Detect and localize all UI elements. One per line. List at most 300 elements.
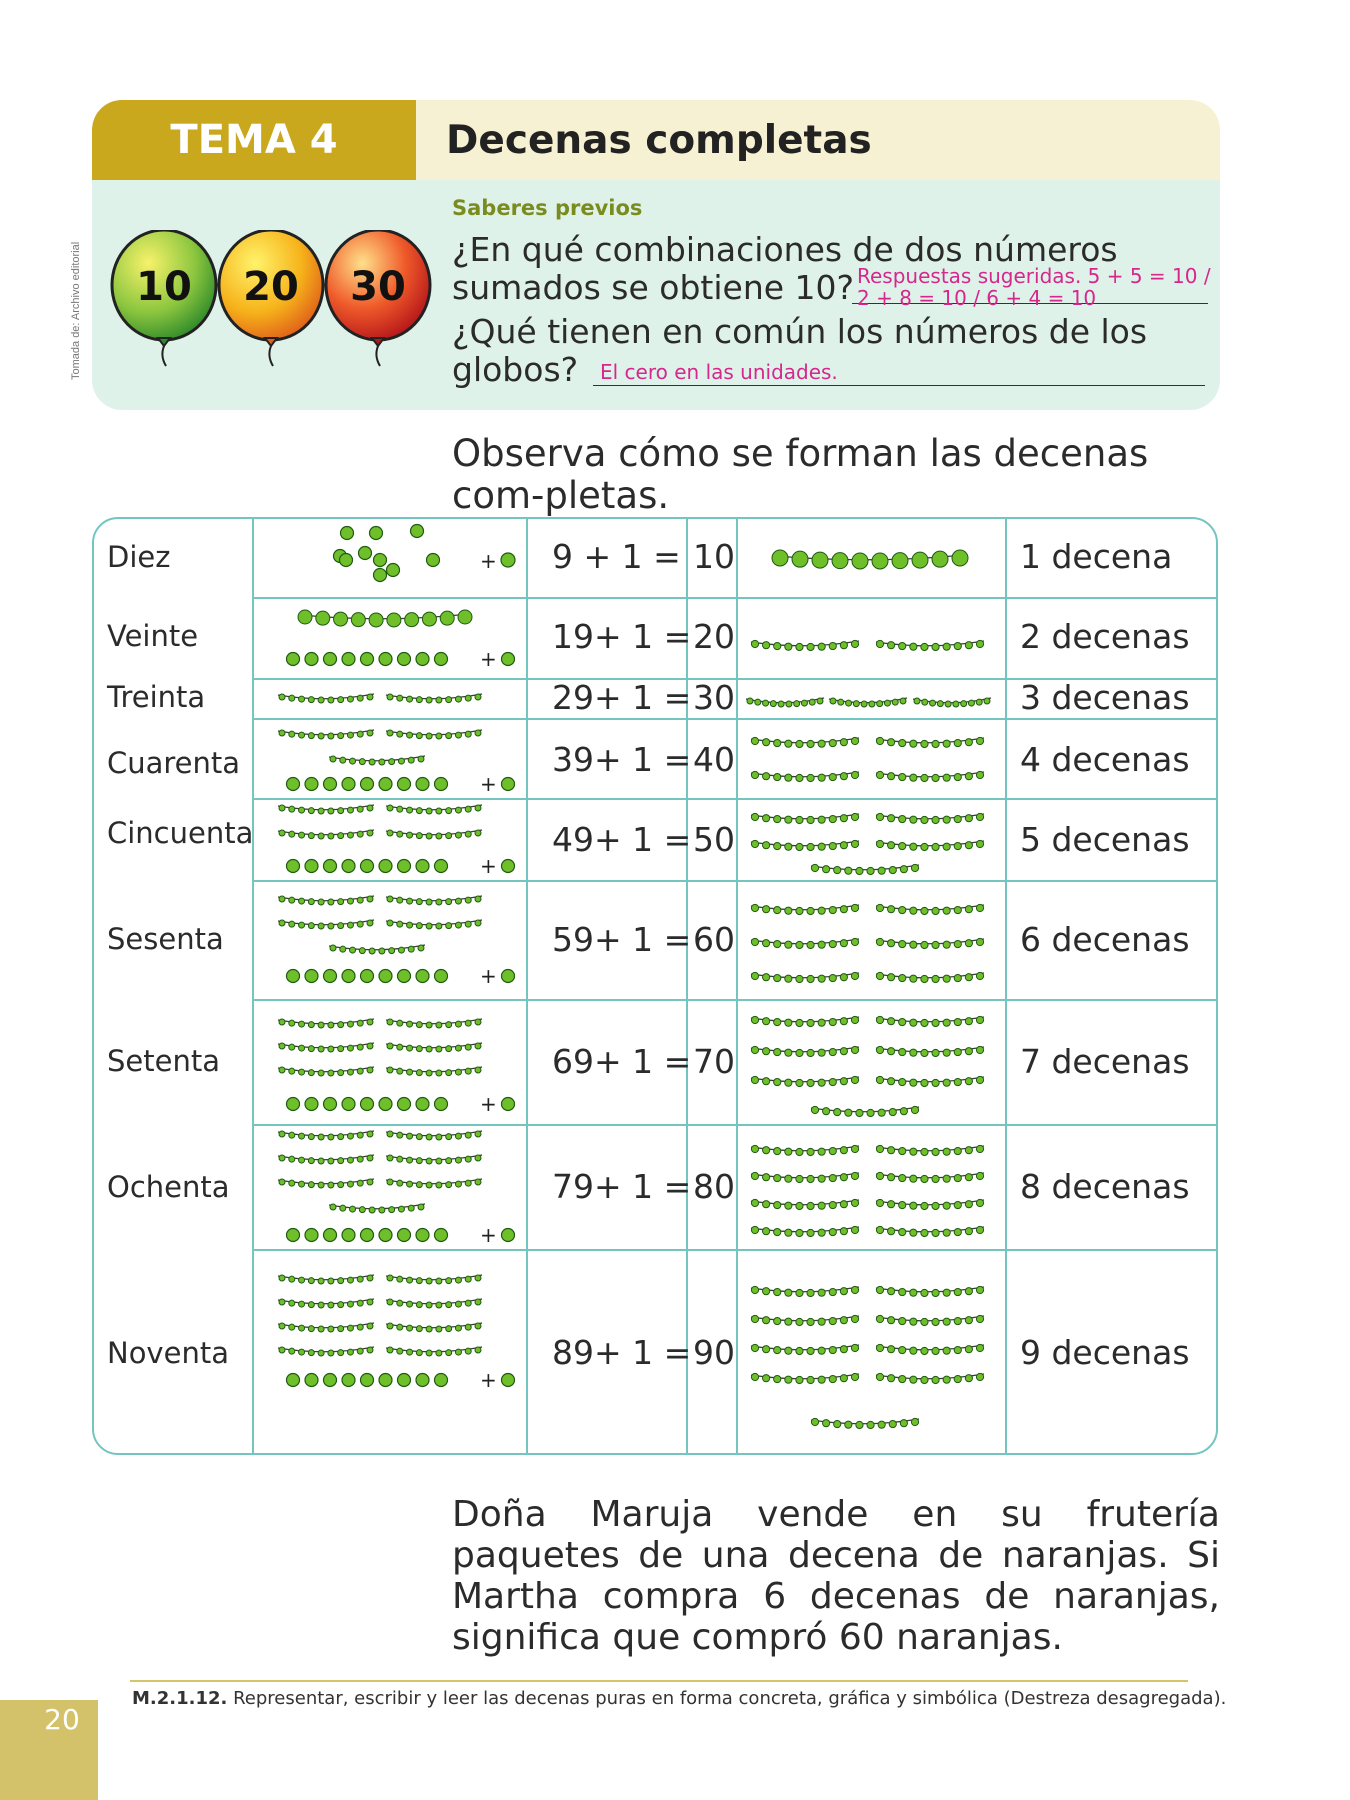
ten-bead-string — [751, 1286, 859, 1296]
row-equation: 49+ 1 = — [552, 820, 692, 859]
bead — [328, 733, 334, 739]
bead — [416, 860, 429, 873]
bead — [763, 1375, 770, 1382]
bead — [455, 898, 461, 904]
extra-bead — [502, 778, 515, 791]
bead — [823, 1108, 830, 1115]
bead — [899, 1375, 906, 1382]
bead — [818, 1376, 825, 1383]
bead — [416, 808, 422, 814]
bead — [475, 830, 481, 836]
row-name-ochenta: Ochenta — [107, 1170, 230, 1204]
answer-1-line-1: Respuestas sugeridas. 5 + 5 = 10 / — [857, 264, 1211, 288]
bead — [899, 906, 906, 913]
bead — [807, 1376, 814, 1383]
bead — [943, 1049, 950, 1056]
bead — [943, 643, 950, 650]
bead — [921, 1376, 928, 1383]
ten-bead-string — [876, 904, 984, 914]
bead — [818, 1019, 825, 1026]
bead — [289, 1348, 295, 1354]
bead — [965, 1078, 972, 1085]
bead — [299, 1325, 305, 1331]
page-number: 20 — [44, 1703, 80, 1736]
bead — [455, 1325, 461, 1331]
bead — [318, 733, 324, 739]
bead — [426, 833, 432, 839]
ten-bead-string — [876, 1172, 984, 1182]
bead — [387, 1299, 393, 1305]
bead — [876, 771, 883, 778]
bead — [976, 1286, 983, 1293]
bead — [397, 1044, 403, 1050]
bead — [318, 1350, 324, 1356]
bead — [965, 1048, 972, 1055]
bead — [954, 1018, 961, 1025]
bead — [829, 1018, 836, 1025]
ten-bead-string — [913, 698, 991, 707]
ten-bead-string — [278, 1043, 374, 1052]
bead — [751, 1344, 758, 1351]
bead — [324, 860, 337, 873]
bead — [785, 1148, 792, 1155]
ten-bead-string — [386, 1067, 482, 1076]
bead — [976, 1315, 983, 1322]
bead — [900, 866, 907, 873]
ten-bead-string — [751, 1199, 859, 1209]
bead — [279, 896, 285, 902]
bead — [475, 805, 481, 811]
bead — [367, 1043, 373, 1049]
bead — [308, 1158, 314, 1164]
bead — [818, 1049, 825, 1056]
bead — [888, 1147, 895, 1154]
bead — [807, 1019, 814, 1026]
bead — [367, 1323, 373, 1329]
extra-bead — [502, 970, 515, 983]
bead — [888, 940, 895, 947]
bead — [367, 1275, 373, 1281]
bead — [818, 843, 825, 850]
bead — [965, 1317, 972, 1324]
bead — [328, 1134, 334, 1140]
bead — [398, 778, 411, 791]
bead — [407, 1045, 413, 1051]
bead — [888, 815, 895, 822]
bead — [287, 1229, 300, 1242]
bead — [899, 1228, 906, 1235]
ten-bead-string — [829, 698, 907, 707]
bead — [287, 860, 300, 873]
ten-bead-string — [386, 830, 482, 839]
bead — [818, 1229, 825, 1236]
bead — [899, 642, 906, 649]
row-tens: 3 decenas — [1020, 678, 1190, 717]
bead — [751, 737, 758, 744]
bead — [763, 1174, 770, 1181]
row-equation: 59+ 1 = — [552, 920, 692, 959]
bead — [398, 860, 411, 873]
bead — [840, 1078, 847, 1085]
ten-bead-string — [876, 1373, 984, 1383]
bead — [785, 774, 792, 781]
bead — [279, 1067, 285, 1073]
bead — [397, 921, 403, 927]
bead — [279, 1347, 285, 1353]
bead — [785, 1049, 792, 1056]
bead — [426, 1134, 432, 1140]
bead — [361, 778, 374, 791]
bead — [387, 1155, 393, 1161]
bead — [407, 696, 413, 702]
bead — [785, 1229, 792, 1236]
bead — [910, 1229, 917, 1236]
bead — [846, 700, 852, 706]
bead — [289, 831, 295, 837]
bead — [299, 696, 305, 702]
bead — [416, 923, 422, 929]
bead — [347, 1301, 353, 1307]
bead — [289, 1132, 295, 1138]
bead — [328, 1158, 334, 1164]
bead — [774, 1018, 781, 1025]
bead — [965, 1201, 972, 1208]
bead — [876, 737, 883, 744]
bead — [976, 771, 983, 778]
bead — [446, 1070, 452, 1076]
bead — [943, 1079, 950, 1086]
bead — [921, 1049, 928, 1056]
ten-bead-string — [278, 1131, 374, 1140]
bead — [763, 940, 770, 947]
bead — [279, 1019, 285, 1025]
bead — [379, 778, 392, 791]
bead — [318, 808, 324, 814]
bead — [911, 1418, 918, 1425]
ten-bead-string — [876, 1046, 984, 1056]
ten-bead-string — [772, 550, 968, 569]
bead — [829, 815, 836, 822]
bead — [318, 697, 324, 703]
bead — [932, 1049, 939, 1056]
bead — [338, 733, 344, 739]
bead — [328, 1070, 334, 1076]
bead — [921, 907, 928, 914]
bead — [976, 972, 983, 979]
answer-1-line-2: 2 + 8 = 10 / 6 + 4 = 10 — [857, 286, 1097, 310]
bead — [426, 923, 432, 929]
bead — [426, 1302, 432, 1308]
skill-code: M.2.1.12. — [132, 1688, 228, 1709]
bead — [338, 1070, 344, 1076]
ten-bead-string — [278, 1067, 374, 1076]
bead — [763, 974, 770, 981]
bead — [436, 1326, 442, 1332]
bead — [347, 832, 353, 838]
bead — [475, 1275, 481, 1281]
bead — [965, 815, 972, 822]
bead — [984, 698, 990, 704]
bead — [751, 1172, 758, 1179]
bead — [851, 1145, 858, 1152]
bead — [446, 1350, 452, 1356]
bead — [465, 1324, 471, 1330]
bead — [416, 1182, 422, 1188]
bead — [298, 610, 312, 624]
ten-bead-string — [751, 1145, 859, 1155]
bead — [359, 1207, 365, 1213]
bead — [408, 757, 414, 763]
bead — [878, 867, 885, 874]
bead — [943, 941, 950, 948]
bead — [943, 1202, 950, 1209]
word-problem: Doña Maruja vende en su frutería paquetes de una decena de naranjas. Si Martha compra 6 decenas de naranjas, significa que compró 60 naranjas. — [452, 1494, 1220, 1658]
bead — [318, 833, 324, 839]
bead — [856, 1421, 863, 1428]
bead — [954, 1375, 961, 1382]
bead — [932, 1347, 939, 1354]
bead — [851, 640, 858, 647]
ten-bead-string — [329, 945, 425, 954]
bead — [369, 613, 383, 627]
bead — [937, 701, 943, 707]
bead — [851, 972, 858, 979]
row-name-setenta: Setenta — [107, 1044, 220, 1078]
bead — [796, 1229, 803, 1236]
bead — [921, 941, 928, 948]
bead — [910, 1318, 917, 1325]
bead — [921, 843, 928, 850]
bead — [357, 1180, 363, 1186]
bead — [851, 1076, 858, 1083]
bead — [299, 1157, 305, 1163]
bead — [943, 1347, 950, 1354]
ten-bead-string — [751, 904, 859, 914]
bead — [287, 1374, 300, 1387]
bead — [426, 1278, 432, 1284]
bead — [416, 778, 429, 791]
bead — [347, 732, 353, 738]
bead — [845, 1109, 852, 1116]
bead — [279, 694, 285, 700]
answer-2: El cero en las unidades. — [600, 360, 838, 384]
row-result: 20 — [693, 617, 735, 656]
bead — [305, 970, 318, 983]
ten-bead-string — [386, 730, 482, 739]
bead — [921, 643, 928, 650]
bead — [932, 975, 939, 982]
bead — [770, 701, 776, 707]
bead — [899, 1174, 906, 1181]
bead — [954, 974, 961, 981]
bead — [818, 1347, 825, 1354]
bead — [751, 904, 758, 911]
bead — [318, 1134, 324, 1140]
bead — [379, 970, 392, 983]
bead — [289, 921, 295, 927]
bead — [818, 816, 825, 823]
bead — [338, 1158, 344, 1164]
bead — [899, 940, 906, 947]
bead — [829, 940, 836, 947]
bead — [357, 1324, 363, 1330]
bead — [888, 1228, 895, 1235]
bead — [954, 739, 961, 746]
ten-bead-string — [329, 756, 425, 765]
bead — [774, 1317, 781, 1324]
bead — [289, 1068, 295, 1074]
bead — [840, 1228, 847, 1235]
bead — [369, 759, 375, 765]
bead — [900, 1420, 907, 1427]
bead — [279, 1275, 285, 1281]
bead — [416, 1134, 422, 1140]
row-name-veinte: Veinte — [107, 619, 199, 653]
ten-bead-string — [876, 938, 984, 948]
bead — [465, 1068, 471, 1074]
bead — [796, 1376, 803, 1383]
bead — [465, 695, 471, 701]
bead — [416, 653, 429, 666]
bead — [763, 1288, 770, 1295]
bead — [900, 1108, 907, 1115]
bead — [876, 904, 883, 911]
bead — [932, 551, 948, 567]
bead — [921, 1202, 928, 1209]
bead — [299, 1069, 305, 1075]
bead — [407, 732, 413, 738]
bead — [851, 1226, 858, 1233]
bead — [910, 774, 917, 781]
bead — [475, 920, 481, 926]
bead — [785, 816, 792, 823]
bead — [436, 808, 442, 814]
bead — [965, 1018, 972, 1025]
image-credit: Tomada de: Archivo editorial — [70, 241, 82, 380]
bead — [965, 1228, 972, 1235]
bead — [289, 897, 295, 903]
bead — [465, 731, 471, 737]
bead — [387, 1131, 393, 1137]
bead — [416, 1278, 422, 1284]
bead — [416, 1350, 422, 1356]
bead — [289, 1324, 295, 1330]
bead — [911, 1106, 918, 1113]
bead — [342, 860, 355, 873]
bead — [785, 643, 792, 650]
bead — [851, 813, 858, 820]
bead — [435, 1098, 448, 1111]
bead — [900, 698, 906, 704]
bead — [829, 1317, 836, 1324]
ten-bead-string — [278, 1275, 374, 1284]
bead — [338, 1046, 344, 1052]
bead — [840, 974, 847, 981]
plus-sign: + — [480, 647, 497, 671]
row-result: 40 — [693, 740, 735, 779]
ten-bead-string — [811, 1106, 919, 1116]
bead — [876, 1199, 883, 1206]
bead — [876, 1046, 883, 1053]
bead — [796, 1347, 803, 1354]
bead — [851, 1344, 858, 1351]
row-equation: 9 + 1 = — [552, 537, 681, 576]
bead — [465, 1020, 471, 1026]
bead — [818, 1148, 825, 1155]
bead — [387, 1347, 393, 1353]
question-2-line-1: ¿Qué tienen en común los números de los — [452, 312, 1148, 351]
bead — [416, 1070, 422, 1076]
bead — [763, 773, 770, 780]
bead — [465, 1044, 471, 1050]
ten-bead-string — [876, 840, 984, 850]
bead — [818, 1202, 825, 1209]
bead — [763, 739, 770, 746]
bead — [318, 1326, 324, 1332]
bead — [387, 920, 393, 926]
bead — [397, 1068, 403, 1074]
bead — [347, 1069, 353, 1075]
bead — [318, 1070, 324, 1076]
bead — [774, 1346, 781, 1353]
bead — [976, 1344, 983, 1351]
bead — [318, 923, 324, 929]
bead — [774, 815, 781, 822]
bead — [435, 778, 448, 791]
bead — [387, 1323, 393, 1329]
bead — [426, 1182, 432, 1188]
bead — [840, 1018, 847, 1025]
bead — [932, 907, 939, 914]
bead — [976, 1145, 983, 1152]
bead — [416, 1098, 429, 1111]
bead — [416, 1158, 422, 1164]
bead — [751, 1145, 758, 1152]
bead — [475, 730, 481, 736]
ten-bead-string — [751, 1076, 859, 1086]
bead — [840, 815, 847, 822]
bead — [807, 941, 814, 948]
bead — [318, 1278, 324, 1284]
bead — [408, 946, 414, 952]
bead — [318, 1158, 324, 1164]
bead — [763, 1018, 770, 1025]
ten-bead-string — [876, 1016, 984, 1026]
bead — [834, 1420, 841, 1427]
bead — [954, 1317, 961, 1324]
bead — [952, 550, 968, 566]
bead — [436, 923, 442, 929]
bead — [398, 947, 404, 953]
bead — [812, 552, 828, 568]
bead — [328, 697, 334, 703]
bead — [416, 1022, 422, 1028]
bead — [446, 1022, 452, 1028]
bead — [299, 1021, 305, 1027]
bead — [823, 1420, 830, 1427]
bead — [823, 866, 830, 873]
row-equation: 69+ 1 = — [552, 1042, 692, 1081]
bead — [807, 643, 814, 650]
bead — [328, 1278, 334, 1284]
bead — [387, 1067, 393, 1073]
ten-bead-string — [386, 896, 482, 905]
bead — [387, 1019, 393, 1025]
ten-bead-string — [386, 920, 482, 929]
bead — [884, 700, 890, 706]
bead — [829, 773, 836, 780]
bead — [954, 1078, 961, 1085]
